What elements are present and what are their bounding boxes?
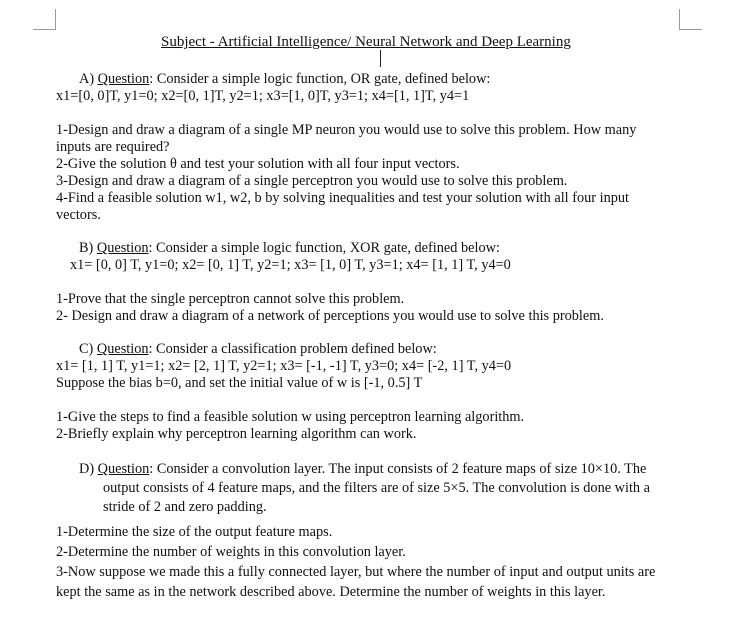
- section-c-item: 2-Briefly explain why perceptron learning algorithm can work.: [56, 426, 417, 442]
- section-a-question: [79, 71, 490, 88]
- section-a-question-text: : Consider a simple logic function, OR gate, defined below:: [149, 71, 491, 87]
- section-d-question-word: Question: [97, 461, 150, 477]
- section-a-item: 4-Find a feasible solution w1, w2, b by solving inequalities and test your solution with all four input: [56, 190, 630, 206]
- section-c-question: [79, 341, 437, 358]
- section-a-item: vectors.: [56, 207, 101, 223]
- section-b-question-text: : Consider a simple logic function, XOR gate, defined below:: [148, 240, 500, 256]
- section-b-item: 1-Prove that the single perceptron cannot solve this problem.: [56, 291, 405, 307]
- section-c-inputs: x1= [1, 1] T, y1=1; x2= [2, 1] T, y2=1; x3= [-1, -1] T, y3=0; x4= [-2, 1] T, y4=0: [56, 358, 512, 374]
- section-a-item: 1-Design and draw a diagram of a single MP neuron you would use to solve this problem. How many: [56, 122, 637, 138]
- section-a-label: A): [79, 71, 98, 87]
- section-a-item: inputs are required?: [56, 139, 170, 155]
- section-b-question-word: Question: [96, 240, 149, 256]
- section-c-question-text: : Consider a classification problem defined below:: [148, 341, 437, 357]
- section-a-item: 3-Design and draw a diagram of a single perceptron you would use to solve this problem.: [56, 173, 568, 189]
- section-d-item: 2-Determine the number of weights in this convolution layer.: [56, 544, 406, 560]
- section-d-question-text: stride of 2 and zero padding.: [103, 499, 267, 515]
- section-d-label: D): [79, 461, 98, 477]
- section-c-label: C): [79, 341, 97, 357]
- section-a-question-word: Question: [97, 71, 150, 87]
- margin-corner-top-left: [33, 9, 56, 30]
- section-a-item: 2-Give the solution θ and test your solution with all four input vectors.: [56, 156, 460, 172]
- section-d-item: kept the same as in the network described above. Determine the number of weights in this layer.: [56, 584, 606, 600]
- section-a-inputs: x1=[0, 0]T, y1=0; x2=[0, 1]T, y2=1; x3=[1, 0]T, y3=1; x4=[1, 1]T, y4=1: [56, 88, 470, 104]
- section-d-item: 1-Determine the size of the output feature maps.: [56, 524, 333, 540]
- document-title: Subject - Artificial Intelligence/ Neural Network and Deep Learning: [161, 34, 571, 50]
- margin-corner-top-right: [679, 9, 702, 30]
- section-b-question: [79, 240, 500, 257]
- section-c-bias: Suppose the bias b=0, and set the initial value of w is [-1, 0.5] T: [56, 375, 423, 391]
- section-b-inputs: x1= [0, 0] T, y1=0; x2= [0, 1] T, y2=1; x3= [1, 0] T, y3=1; x4= [1, 1] T, y4=0: [70, 257, 511, 273]
- section-d-question-text: output consists of 4 feature maps, and the filters are of size 5×5. The convolution is done with a: [103, 480, 650, 496]
- section-d-item: 3-Now suppose we made this a fully connected layer, but where the number of input and output units are: [56, 564, 656, 580]
- text-cursor: [380, 50, 381, 67]
- section-b-item: 2- Design and draw a diagram of a network of perceptions you would use to solve this problem.: [56, 308, 604, 324]
- section-c-question-word: Question: [96, 341, 149, 357]
- section-d-question: [79, 461, 646, 478]
- section-c-item: 1-Give the steps to find a feasible solution w using perceptron learning algorithm.: [56, 409, 525, 425]
- section-b-label: B): [79, 240, 97, 256]
- section-d-question-text: : Consider a convolution layer. The input consists of 2 feature maps of size 10×10. The: [149, 461, 647, 477]
